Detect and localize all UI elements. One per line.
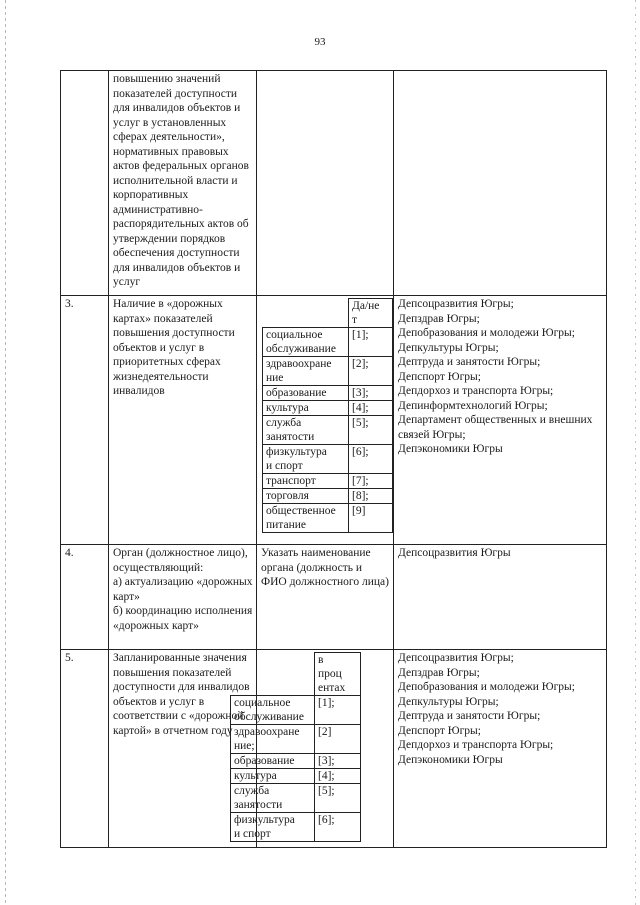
department-item: Дептруда и занятости Югры;: [398, 356, 541, 368]
row-number: [61, 71, 109, 296]
sphere-label: социальное обслуживание: [263, 328, 349, 357]
responsible-cell: [394, 545, 607, 650]
responsible-cell: [394, 296, 607, 545]
sphere-value: [1];: [315, 696, 361, 725]
subtable-header-label: в проц ентах: [315, 653, 361, 696]
subtable-header: [263, 299, 393, 328]
sphere-value: [5];: [315, 784, 361, 813]
department-item: Депэкономики Югры: [398, 753, 503, 766]
sphere-row: [263, 386, 393, 401]
sphere-row: [263, 416, 393, 445]
spheres-subtable: [262, 298, 393, 533]
responsible-cell: [394, 650, 607, 848]
sphere-value: [5];: [349, 416, 393, 445]
department-item: Депдорхоз и транспорта Югры;: [398, 739, 554, 751]
sphere-value: [7];: [349, 474, 393, 489]
subtable-header: [231, 653, 361, 696]
sphere-value: [2];: [349, 357, 393, 386]
department-item: Департамент общественных и внешних связей Югры;: [398, 414, 593, 441]
sphere-row: [231, 696, 361, 725]
sphere-label: торговля: [263, 489, 349, 504]
department-item: Депздрав Югры;: [398, 312, 480, 325]
value-cell: Указать наименование органа (должность и ФИО должностного лица): [257, 545, 394, 650]
value-cell: [257, 296, 394, 545]
department-item: Депкультуры Югры;: [398, 341, 499, 354]
sphere-value: [8];: [349, 489, 393, 504]
sphere-label: служба занятости: [263, 416, 349, 445]
department-item: Депобразования и молодежи Югры;: [398, 327, 575, 339]
sphere-label: общественное питание: [263, 504, 349, 533]
sphere-row: [231, 725, 361, 754]
indicator-text: Наличие в «дорожных картах» показателей повышения доступности объектов и услуг в приоритетных сферах жизнедеятельности инвалидов: [109, 296, 257, 545]
indicators-table: [60, 70, 607, 848]
table-row: [61, 650, 607, 848]
sphere-value: [6];: [349, 445, 393, 474]
scan-edge-left: [5, 0, 6, 905]
sphere-label: служба занятости: [231, 784, 315, 813]
scan-edge-right: [635, 0, 636, 905]
table-row: [61, 545, 607, 650]
sphere-value: [1];: [349, 328, 393, 357]
sphere-row: [231, 784, 361, 813]
sphere-row: [231, 813, 361, 842]
sphere-value: [3];: [315, 754, 361, 769]
department-item: Депэкономики Югры: [398, 443, 503, 455]
sphere-label: образование: [263, 386, 349, 401]
sphere-value: [4];: [349, 401, 393, 416]
sphere-value: [3];: [349, 386, 393, 401]
sphere-label: образование: [231, 754, 315, 769]
indicator-text: Орган (должностное лицо), осуществляющий: а) актуализацию «дорожных карт» б) координацию исполнения «дорожных карт»: [109, 545, 257, 650]
department-item: Депинформтехнологий Югры;: [398, 399, 548, 412]
table-row: [61, 296, 607, 545]
indicator-text: Запланированные значения повышения показателей доступности для инвалидов объектов и услуг в соответствии с «дорожной картой» в отчетном году: [109, 650, 257, 848]
department-item: Депспорт Югры;: [398, 370, 481, 383]
department-item: Депздрав Югры;: [398, 666, 480, 679]
department-item: Депдорхоз и транспорта Югры;: [398, 385, 554, 397]
sphere-label: физкультура и спорт: [231, 813, 315, 842]
sphere-value: [4];: [315, 769, 361, 784]
sphere-label: социальное обслуживание: [231, 696, 315, 725]
sphere-label: транспорт: [263, 474, 349, 489]
row-number: 3.: [61, 296, 109, 545]
subtable-header-label: Да/не т: [349, 299, 393, 328]
sphere-label: здравоохране ние;: [231, 725, 315, 754]
department-item: Дептруда и занятости Югры;: [398, 710, 541, 722]
value-cell: [257, 71, 394, 296]
sphere-row: [263, 474, 393, 489]
row-number: 5.: [61, 650, 109, 848]
sphere-value: [2]: [315, 725, 361, 754]
sphere-row: [231, 769, 361, 784]
sphere-row: [263, 489, 393, 504]
sphere-row: [231, 754, 361, 769]
sphere-row: [263, 445, 393, 474]
sphere-row: [263, 328, 393, 357]
sphere-label: культура: [263, 401, 349, 416]
sphere-label: физкультура и спорт: [263, 445, 349, 474]
table-row: [61, 71, 607, 296]
responsible-cell: [394, 71, 607, 296]
value-cell: [234, 650, 394, 848]
sphere-value: [9]: [349, 504, 393, 533]
sphere-row: [263, 357, 393, 386]
department-item: Депобразования и молодежи Югры;: [398, 681, 575, 693]
sphere-label: здравоохране ние: [263, 357, 349, 386]
sphere-row: [263, 401, 393, 416]
department-item: Депсоцразвития Югры;: [398, 298, 514, 310]
department-item: Депкультуры Югры;: [398, 695, 499, 708]
page-number: 93: [314, 36, 326, 48]
sphere-value: [6];: [315, 813, 361, 842]
sphere-label: культура: [231, 769, 315, 784]
department-item: Депсоцразвития Югры: [398, 547, 511, 559]
department-item: Депспорт Югры;: [398, 724, 481, 737]
row-number: 4.: [61, 545, 109, 650]
indicator-text: повышению значений показателей доступности для инвалидов объектов и услуг в установленных сферах деятельности», нормативных правовых актов федеральных органов исполнительной власти и корпоративных административно-распорядительных актов об утверждении порядков обеспечения доступности для инвалидов объектов и услуг: [109, 71, 257, 296]
sphere-row: [263, 504, 393, 533]
department-item: Депсоцразвития Югры;: [398, 652, 514, 664]
